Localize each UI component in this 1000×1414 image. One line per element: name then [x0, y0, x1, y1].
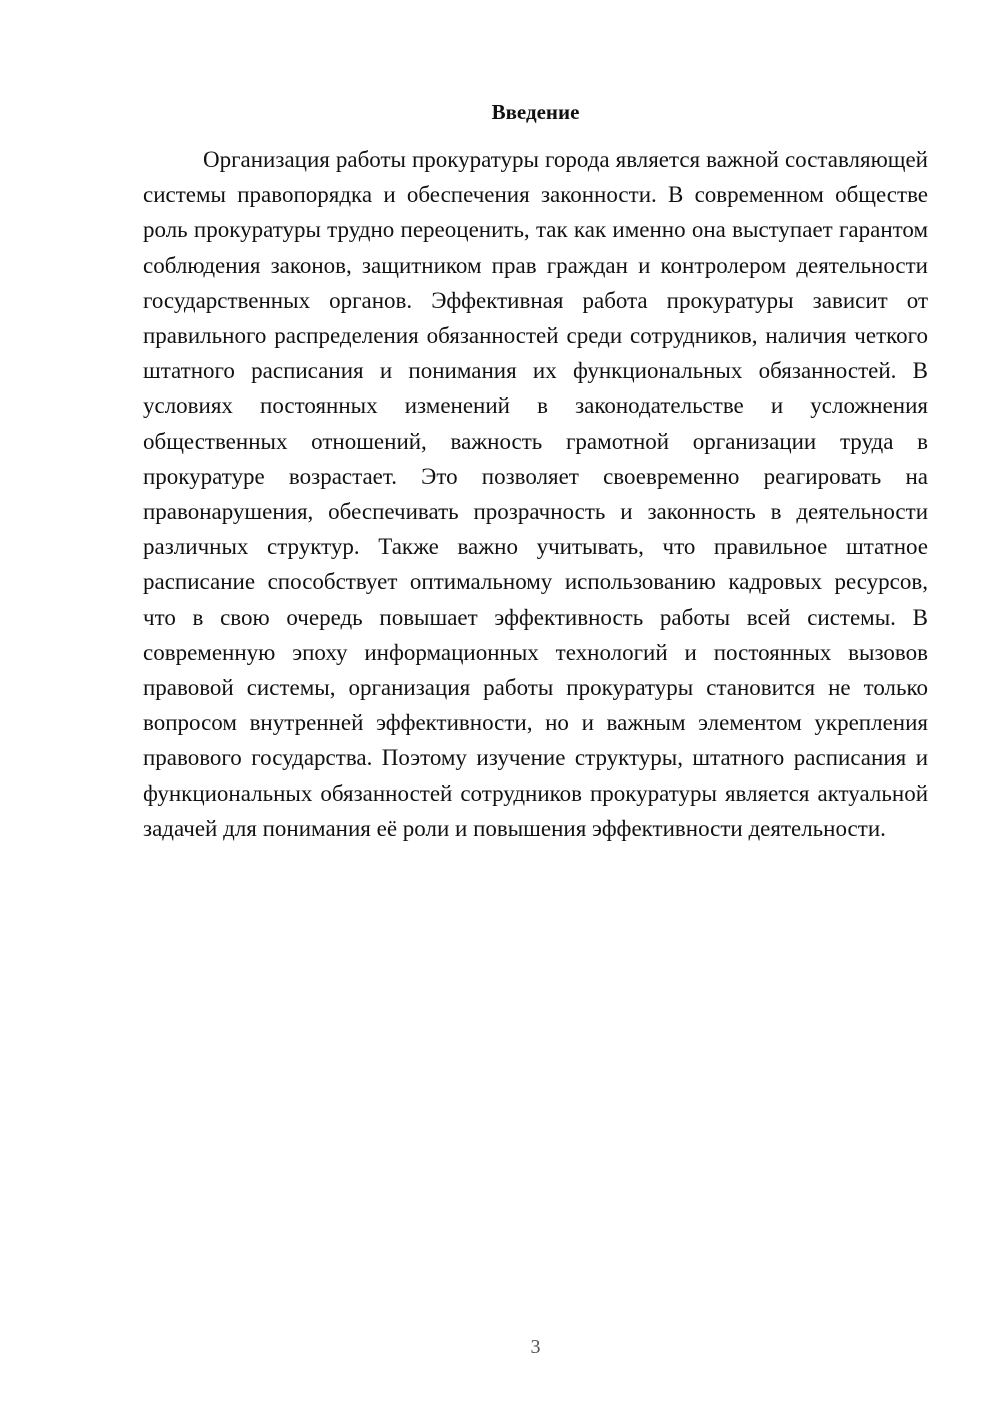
body-paragraph: Организация работы прокуратуры города является важной составляющей системы правопорядка и обеспечения законности. В современном обществе роль прокуратуры трудно переоценить, так как именно она выступает гарантом соблюдения законов, защитником прав граждан и контролером деятельности государственных органов. Эффективная работа прокуратуры зависит от правильного распределения обязанностей среди сотрудников, наличия четкого штатного расписания и понимания их функциональных обязанностей. В условиях постоянных изменений в законодательстве и усложнения общественных отношений, важность грамотной организации труда в прокуратуре возрастает. Это позволяет своевременно реагировать на правонарушения, обеспечивать прозрачность и законность в деятельности различных структур. Также важно учитывать, что правильное штатное расписание способствует оптимальному использованию кадровых ресурсов, что в свою очередь повышает эффективность работы всей системы. В современную эпоху информационных технологий и постоянных вызовов правовой системы, организация работы прокуратуры становится не только вопросом внутренней эффективности, но и важным элементом укрепления правового государства. Поэтому изучение структуры, штатного расписания и функциональных обязанностей сотрудников прокуратуры является актуальной задачей для понимания её роли и повышения эффективности деятельности. — [143, 147, 928, 841]
section-heading: Введение — [491, 100, 580, 124]
page-number: 3 — [530, 1336, 541, 1358]
